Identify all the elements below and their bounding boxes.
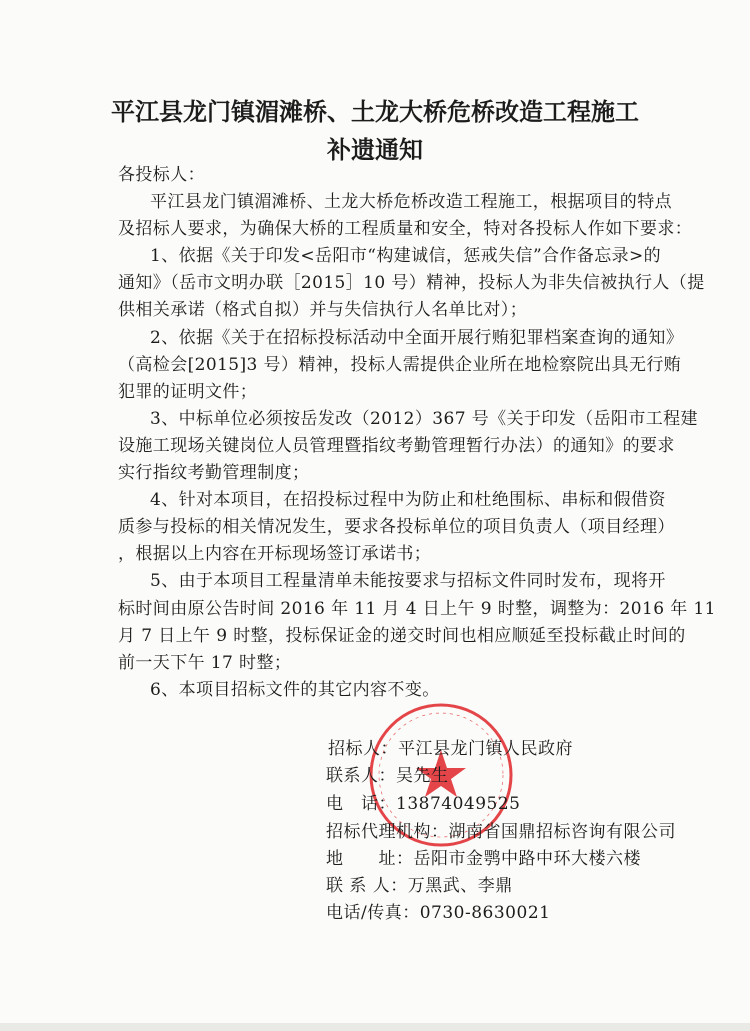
body-line: 2、依据《关于在招标投标活动中全面开展行贿犯罪档案查询的通知》 xyxy=(150,327,684,348)
tenderer: 招标人：平江县龙门镇人民政府 xyxy=(328,739,573,759)
body-line: 1、依据《关于印发<岳阳市“构建诚信，惩戒失信”合作备忘录>的 xyxy=(150,246,662,267)
document-title-line-2: 补遗通知 xyxy=(327,136,423,164)
body-line: 4、针对本项目，在招投标过程中为防止和杜绝围标、串标和假借资 xyxy=(150,490,666,511)
body-line: 6、本项目招标文件的其它内容不变。 xyxy=(150,679,440,700)
body-line: 设施工现场关键岗位人员管理暨指纹考勤管理暂行办法）的通知》的要求 xyxy=(118,435,675,456)
body-line: 实行指纹考勤管理制度； xyxy=(118,463,310,483)
agency-phone-fax: 电话/传真：0730-8630021 xyxy=(326,903,551,923)
body-line: 月 7 日上午 9 时整，投标保证金的递交时间也相应顺延至投标截止时间的 xyxy=(118,625,686,646)
body-line: 平江县龙门镇湄滩桥、土龙大桥危桥改造工程施工，根据项目的特点 xyxy=(150,192,672,212)
scan-edge xyxy=(0,1023,750,1031)
agency-contact: 联 系 人：万黑武、李鼎 xyxy=(326,876,513,896)
body-line: 3、中标单位必须按岳发改（2012）367 号《关于印发（岳阳市工程建 xyxy=(150,408,698,429)
salutation: 各投标人： xyxy=(118,165,205,185)
tenderer-contact: 联系人：吴先生 xyxy=(326,766,449,786)
body-line: 前一天下午 17 时整； xyxy=(118,652,292,673)
body-line: 质参与投标的相关情况发生，要求各投标单位的项目负责人（项目经理） xyxy=(118,517,675,538)
body-line: 通知》（岳市文明办联［2015］10 号）精神，投标人为非失信被执行人（提 xyxy=(118,273,705,294)
body-line: （高检会[2015]3 号）精神，投标人需提供企业所在地检察院出具无行贿 xyxy=(118,354,682,375)
body-line: 5、由于本项目工程量清单未能按要求与招标文件同时发布，现将开 xyxy=(150,571,666,592)
body-line: ，根据以上内容在开标现场签订承诺书； xyxy=(118,544,432,565)
body-line: 及招标人要求，为确保大桥的工程质量和安全，特对各投标人作如下要求： xyxy=(118,219,693,240)
tender-agency: 招标代理机构：湖南省国鼎招标咨询有限公司 xyxy=(326,822,676,842)
body-line: 供相关承诺（格式自拟）并与失信执行人名单比对）； xyxy=(118,300,528,321)
body-line: 犯罪的证明文件； xyxy=(118,381,258,402)
tenderer-phone: 电 话：13874049525 xyxy=(326,794,521,814)
body-line: 标时间由原公告时间 2016 年 11 月 4 日上午 9 时整，调整为：2016 年 11 xyxy=(118,598,716,619)
agency-address: 地 址：岳阳市金鹗中路中环大楼六楼 xyxy=(326,849,641,869)
document-title-line-1: 平江县龙门镇湄滩桥、土龙大桥危桥改造工程施工 xyxy=(111,98,639,126)
